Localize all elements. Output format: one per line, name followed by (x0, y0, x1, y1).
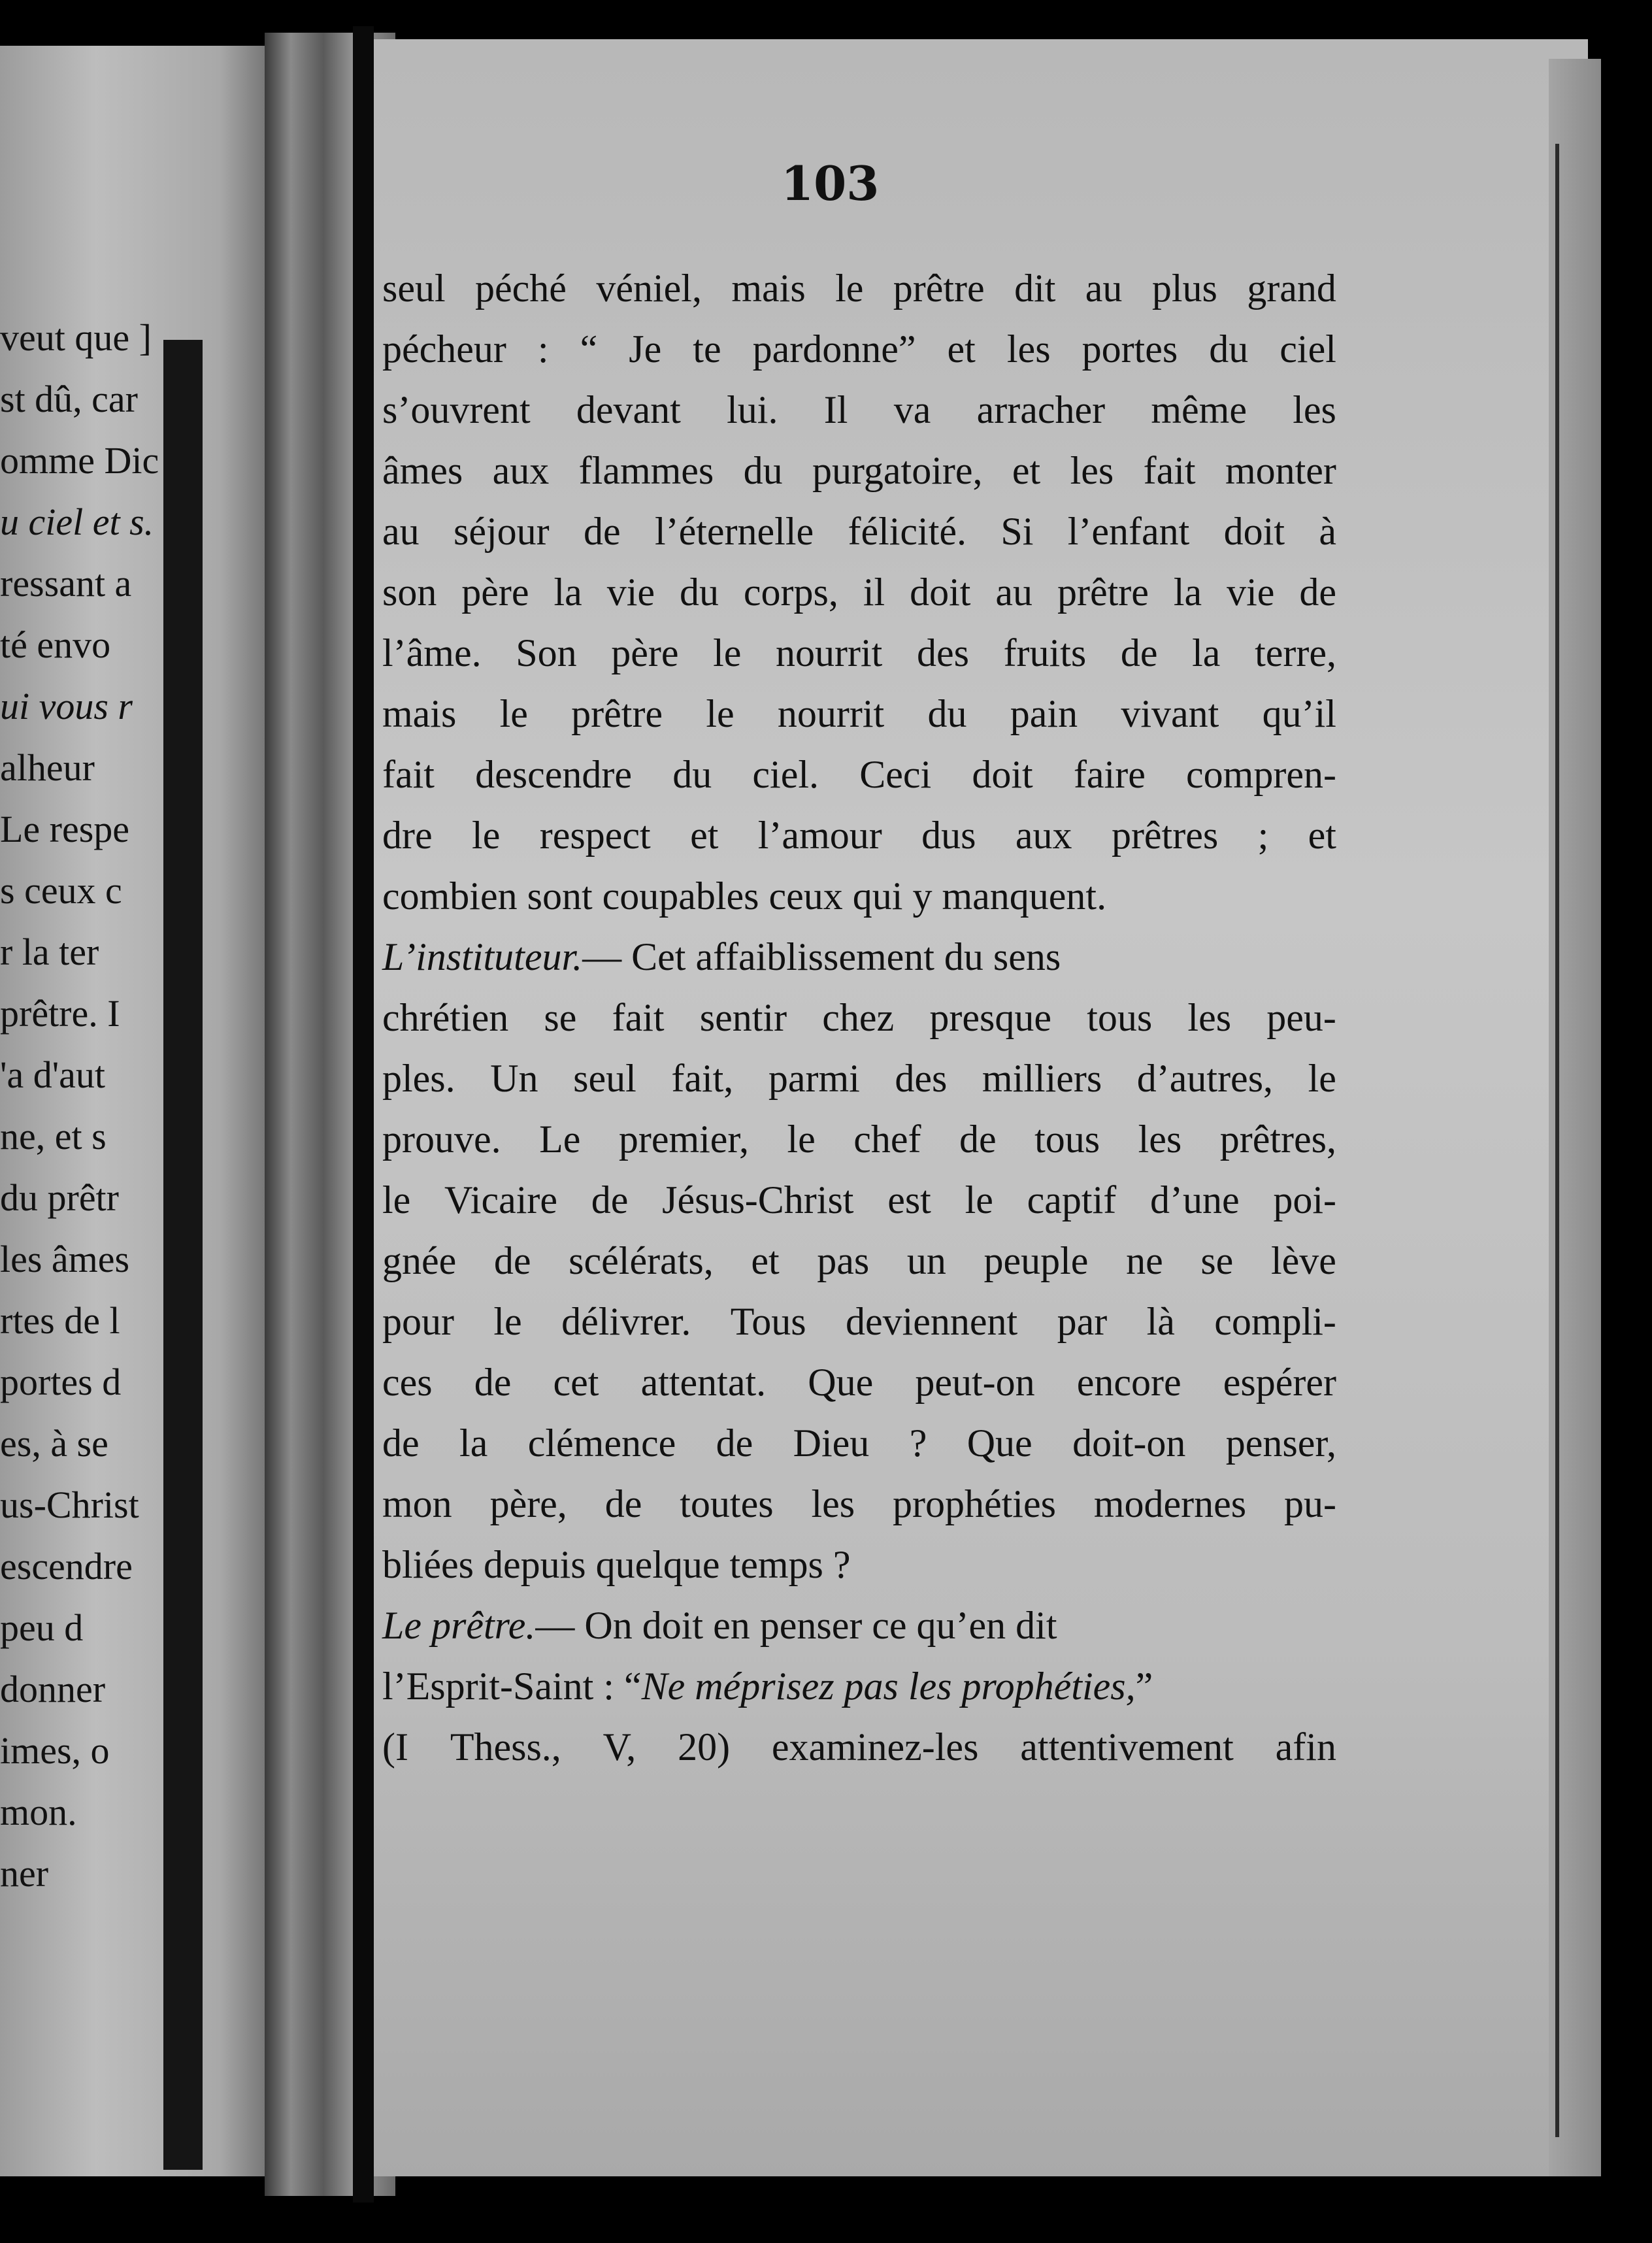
paragraph-2-first-line (382, 927, 1336, 988)
word: portes (1082, 327, 1178, 371)
word: l’amour (757, 814, 882, 857)
word: descendre (475, 753, 633, 796)
word: arracher (976, 388, 1106, 431)
word: par (1057, 1300, 1108, 1343)
word: la (459, 1421, 488, 1465)
word: d’autres, (1136, 1057, 1274, 1100)
word: le (1308, 1057, 1336, 1100)
word: les (1293, 388, 1336, 431)
word: ciel. (752, 753, 819, 796)
word: Je (629, 327, 662, 371)
text-line: combien sont coupables ceux qui y manquent. (382, 874, 1107, 918)
word: premier, (618, 1118, 750, 1161)
word: au (1085, 267, 1123, 310)
word: prêtres (1111, 814, 1219, 857)
left-line: alheur (0, 746, 95, 789)
word: mais (731, 267, 806, 310)
text-line (382, 501, 1336, 562)
word: pour (382, 1300, 454, 1343)
word: chez (822, 996, 895, 1039)
word: fruits (1003, 631, 1087, 674)
word: peu- (1266, 996, 1336, 1039)
word: captif (1027, 1178, 1117, 1221)
text-line (382, 1717, 1336, 1778)
word: faire (1073, 753, 1146, 796)
word: prouve. (382, 1118, 501, 1161)
left-line: s ceux c (0, 869, 122, 912)
paragraph-3-first-line (382, 1595, 1336, 1656)
word: toutes (680, 1482, 774, 1525)
text-line (382, 1474, 1336, 1535)
word: poi- (1273, 1178, 1336, 1221)
paragraph-3-quote-line (382, 1656, 1336, 1717)
word: modernes (1093, 1482, 1247, 1525)
word: dus (921, 814, 976, 857)
text-line (382, 1352, 1336, 1413)
word: séjour (453, 510, 550, 553)
word: mon (382, 1482, 452, 1525)
word: les (1006, 327, 1051, 371)
word: du (927, 692, 967, 735)
word: et (1012, 449, 1041, 492)
word: nourrit (777, 692, 885, 735)
word: V, (603, 1725, 636, 1769)
word: (I (382, 1725, 408, 1769)
text-span: ” (1135, 1665, 1153, 1708)
word: de (1299, 571, 1336, 614)
gutter-shadow (163, 340, 203, 2170)
word: de (959, 1118, 997, 1161)
word: prêtre (893, 267, 985, 310)
word: fait (1143, 449, 1196, 492)
left-line: ui vous r (0, 685, 133, 727)
left-line: st dû, car (0, 378, 138, 420)
word: chrétien (382, 996, 509, 1039)
word: et (690, 814, 719, 857)
left-line: es, à se (0, 1422, 108, 1465)
left-line: portes d (0, 1361, 122, 1403)
speaker-label: Le prêtre. (382, 1604, 536, 1647)
word: nourrit (776, 631, 883, 674)
word: et (751, 1239, 780, 1282)
text-line (382, 805, 1336, 866)
word: du (1209, 327, 1249, 371)
left-line: té envo (0, 623, 111, 666)
text-line (382, 744, 1336, 805)
word: Ceci (859, 753, 932, 796)
left-line: Le respe (0, 808, 130, 850)
word: Que (808, 1361, 874, 1404)
word: lève (1270, 1239, 1336, 1282)
text-line (382, 380, 1336, 440)
word: doit-on (1072, 1421, 1186, 1465)
word: et (1308, 814, 1336, 857)
word: Dieu (793, 1421, 870, 1465)
left-line: 'a d'aut (0, 1054, 106, 1096)
word: Il (823, 388, 848, 431)
word: pu- (1283, 1482, 1336, 1525)
word: Tous (730, 1300, 806, 1343)
left-line: r la ter (0, 931, 99, 973)
word: chef (853, 1118, 921, 1161)
word: les (1138, 1118, 1182, 1161)
word: le (835, 267, 864, 310)
word: doit (910, 571, 971, 614)
word: âmes (382, 449, 463, 492)
word: le (472, 814, 501, 857)
word: des (916, 631, 969, 674)
word: dit (1014, 267, 1056, 310)
word: cet (553, 1361, 599, 1404)
text-line (382, 1413, 1336, 1474)
word: le (965, 1178, 993, 1221)
word: Que (966, 1421, 1032, 1465)
word: grand (1247, 267, 1336, 310)
word: seul (573, 1057, 636, 1100)
word: respect (539, 814, 651, 857)
word: véniel, (596, 267, 702, 310)
gutter-line (353, 26, 374, 2202)
text-line (382, 440, 1336, 501)
word: à (1319, 510, 1336, 553)
text-line (382, 1231, 1336, 1291)
text-line (382, 684, 1336, 744)
main-text (382, 258, 1336, 1778)
left-page (0, 46, 274, 2176)
word: penser, (1225, 1421, 1336, 1465)
word: père, (489, 1482, 567, 1525)
word: tous (1087, 996, 1153, 1039)
word: encore (1076, 1361, 1181, 1404)
word: doit (972, 753, 1033, 796)
word: félicité. (848, 510, 967, 553)
word: deviennent (845, 1300, 1018, 1343)
word: Thess., (450, 1725, 561, 1769)
text-line (382, 1170, 1336, 1231)
word: milliers (982, 1057, 1102, 1100)
word: du (679, 571, 719, 614)
word: de (474, 1361, 512, 1404)
word: le (382, 1178, 411, 1221)
word: les (1070, 449, 1114, 492)
word: lui. (727, 388, 778, 431)
word: compren- (1186, 753, 1336, 796)
word: presque (929, 996, 1051, 1039)
word: va (893, 388, 931, 431)
left-line: ne, et s (0, 1115, 107, 1157)
word: l’enfant (1067, 510, 1190, 553)
word: se (1200, 1239, 1234, 1282)
word: ? (909, 1421, 927, 1465)
text-line (382, 623, 1336, 684)
word: peut-on (915, 1361, 1035, 1404)
word: ces (382, 1361, 433, 1404)
word: de (382, 1421, 420, 1465)
speaker-label: L’instituteur. (382, 935, 583, 978)
word: la (1192, 631, 1221, 674)
word: flammes (578, 449, 714, 492)
page-number: 103 (781, 156, 880, 211)
word: sentir (699, 996, 787, 1039)
word: attentivement (1020, 1725, 1234, 1769)
left-line: rtes de l (0, 1299, 120, 1342)
word: ne (1126, 1239, 1163, 1282)
text-line (382, 1109, 1336, 1170)
word: de (583, 510, 621, 553)
word: Son (516, 631, 577, 674)
word: compli- (1214, 1300, 1336, 1343)
word: seul (382, 267, 446, 310)
word: pécheur (382, 327, 506, 371)
word: les (811, 1482, 855, 1525)
word: au (382, 510, 420, 553)
word: afin (1275, 1725, 1336, 1769)
word: dre (382, 814, 433, 857)
word: il (863, 571, 885, 614)
word: tous (1034, 1118, 1100, 1161)
word: aux (492, 449, 550, 492)
word: attentat. (640, 1361, 767, 1404)
quote-text: Ne méprisez pas les prophéties, (641, 1665, 1136, 1708)
word: de (1120, 631, 1158, 674)
word: Un (490, 1057, 538, 1100)
word: plus (1151, 267, 1217, 310)
word: le (787, 1118, 816, 1161)
word: père (461, 571, 529, 614)
left-line: ressant a (0, 562, 132, 605)
text-line: bliées depuis quelque temps ? (382, 1543, 851, 1586)
word: fait (382, 753, 435, 796)
word: du (743, 449, 783, 492)
word: s’ouvrent (382, 388, 531, 431)
word: Jésus-Christ (662, 1178, 854, 1221)
left-line: du prêtr (0, 1176, 119, 1219)
word: Si (1000, 510, 1034, 553)
word: aux (1015, 814, 1072, 857)
word: la (1173, 571, 1202, 614)
word: monter (1225, 449, 1336, 492)
left-line: ner (0, 1852, 49, 1895)
word: clémence (527, 1421, 676, 1465)
word: “ (580, 327, 598, 371)
left-line: u ciel et s. (0, 501, 154, 543)
word: le (493, 1300, 522, 1343)
word: qu’il (1262, 692, 1336, 735)
word: prêtre (571, 692, 663, 735)
word: délivrer. (561, 1300, 691, 1343)
word: Vicaire (444, 1178, 557, 1221)
word: père (611, 631, 679, 674)
word: ples. (382, 1057, 455, 1100)
word: se (544, 996, 577, 1039)
word: fait (612, 996, 665, 1039)
text-line (382, 1291, 1336, 1352)
word: la (553, 571, 582, 614)
word: du (672, 753, 712, 796)
word: de (604, 1482, 642, 1525)
word: au (995, 571, 1033, 614)
word: examinez-les (771, 1725, 979, 1769)
word: vie (1227, 571, 1275, 614)
word: espérer (1223, 1361, 1336, 1404)
left-line: mon. (0, 1791, 77, 1833)
word: 20) (678, 1725, 731, 1769)
word: vie (606, 571, 655, 614)
word: le (706, 692, 735, 735)
left-line: us-Christ (0, 1484, 139, 1526)
word: de (591, 1178, 629, 1221)
word: d’une (1149, 1178, 1240, 1221)
word: doit (1223, 510, 1285, 553)
page-edge-line (1555, 144, 1559, 2137)
left-line: veut que ] (0, 316, 152, 359)
word: et (947, 327, 976, 371)
text-span: l’Esprit-Saint : “ (382, 1665, 642, 1708)
word: peuple (983, 1239, 1089, 1282)
word: te (693, 327, 721, 371)
left-line: escendre (0, 1545, 133, 1587)
word: Le (539, 1118, 581, 1161)
word: mais (382, 692, 457, 735)
text-line (382, 988, 1336, 1048)
text-span: — On doit en penser ce qu’en dit (535, 1604, 1057, 1647)
word: pardonne” (752, 327, 916, 371)
word: terre, (1255, 631, 1336, 674)
word: le (713, 631, 742, 674)
text-line (382, 258, 1336, 319)
left-line: prêtre. I (0, 992, 120, 1035)
left-line: imes, o (0, 1729, 110, 1772)
word: un (906, 1239, 946, 1282)
left-line: donner (0, 1668, 106, 1710)
word: des (895, 1057, 948, 1100)
left-line: les âmes (0, 1238, 130, 1280)
word: le (499, 692, 528, 735)
word: pain (1010, 692, 1078, 735)
word: gnée (382, 1239, 457, 1282)
word: l’éternelle (654, 510, 814, 553)
word: prêtres, (1219, 1118, 1336, 1161)
word: pas (817, 1239, 870, 1282)
word: son (382, 571, 437, 614)
word: ciel (1280, 327, 1336, 371)
word: ; (1257, 814, 1269, 857)
word: là (1146, 1300, 1175, 1343)
word: : (537, 327, 549, 371)
word: les (1187, 996, 1232, 1039)
word: purgatoire, (812, 449, 983, 492)
word: l’âme. (382, 631, 482, 674)
word: péché (475, 267, 567, 310)
word: prêtre (1057, 571, 1149, 614)
text-line (382, 319, 1336, 380)
word: corps, (743, 571, 838, 614)
word: devant (576, 388, 681, 431)
text-line (382, 1048, 1336, 1109)
word: parmi (768, 1057, 860, 1100)
left-line: peu d (0, 1606, 84, 1649)
word: fait, (671, 1057, 734, 1100)
word: prophéties (893, 1482, 1056, 1525)
word: vivant (1121, 692, 1219, 735)
word: même (1151, 388, 1247, 431)
text-span: — Cet affaiblissement du sens (582, 935, 1061, 978)
word: de (493, 1239, 531, 1282)
word: est (887, 1178, 931, 1221)
word: de (716, 1421, 753, 1465)
text-line (382, 562, 1336, 623)
left-line: omme Dic (0, 439, 159, 482)
word: scélérats, (569, 1239, 714, 1282)
